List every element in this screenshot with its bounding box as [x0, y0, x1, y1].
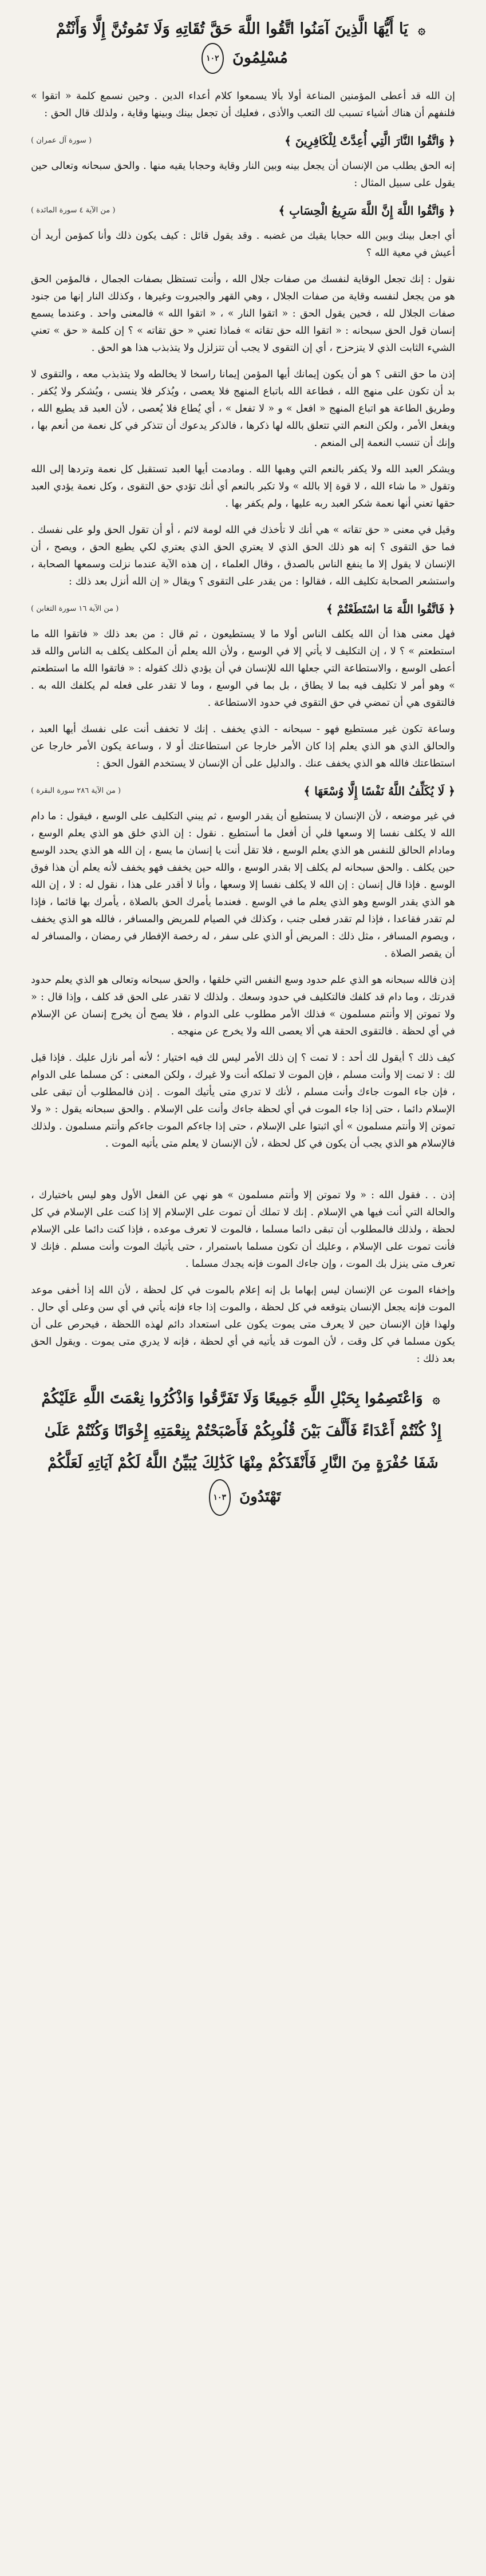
- paragraph: وإخفاء الموت عن الإنسان ليس إبهاما بل إنه إعلام بالموت في كل لحظة ، لأن الله إذا أخفى موعد الموت فإنه يجعل الإنسان يتوقعه في كل لحظة ، والموت إذا جاء فإنه يأتي في أي سن وعلى أي حال . ولهذا فإن الإنسان حين لا يعرف متى يموت يكون على استعداد دائم لهذه اللحظة ، فيحرص على أن يكون مسلما في كل وقت ، لأن الموت قد يأتيه في أي لحظة ، فإنه لا يدري متى يموت . ويقول الحق بعد ذلك :: [31, 1284, 455, 1365]
- surah-reference: ( من الآية ١٦ سورة التغابن ): [31, 605, 119, 613]
- quote-row: [31, 781, 455, 801]
- quote-row: [31, 201, 455, 220]
- paragraph: كيف ذلك ؟ أيقول لك أحد : لا تمت ؟ إن ذلك الأمر ليس لك فيه اختيار ؛ لأنه أمر نازل عليك . فإذا قيل لك : لا تمت إلا وأنت مسلم ، فإن الموت لا تملكه أنت ولا غيرك ، ولكن المعنى : كن مسلما على الدوام ، فإن جاء الموت جاءك وأنت مسلم ، لأنك لا تدري متى يأتيك الموت . إذن فالمطلوب أن تبقى على الإسلام دائما ، حتى إذا جاء الموت في أي لحظة جاءك وأنت على الإسلام . والحق سبحانه يقول : « ولا تموتن إلا وأنتم مسلمون » أي اثبتوا على الإسلام ، حتى إذا جاءكم الموت جاءكم وأنتم مسلمون . ولذلك فالإسلام هو الذي يجب أن يكون في كل لحظة ، لأن الإنسان لا يعلم متى يأتيه الموت .: [31, 1052, 455, 1149]
- paragraph: إن الله قد أعطى المؤمنين المناعة أولا بألا يسمعوا كلام أعداء الدين . وحين نسمع كلمة « اتقوا » فلنفهم أن هناك أشياء تسبب لك التعب والأذى ، فعليك أن تجعل بينك وبينها وقاية ، ولذلك قال الحق :: [31, 90, 455, 119]
- quranic-quote: ﴿ لَا يُكَلِّفُ اللَّهُ نَفْسًا إِلَّا وُسْعَهَا ﴾: [303, 784, 455, 798]
- verse-ornament-icon: ۞: [418, 22, 426, 37]
- paragraph: أي اجعل بينك وبين الله حجابا يقيك من غضبه . وقد يقول قائل : كيف يكون ذلك وأنا كمؤمن أريد أن أعيش في معية الله ؟: [31, 230, 455, 259]
- paragraph: إذن . . فقول الله : « ولا تموتن إلا وأنتم مسلمون » هو نهي عن الفعل الأول وهو ليس باختيارك ، والحالة التي أنت فيها هي الإسلام . إنك لا تملك أن تموت على الإسلام إلا إذا كنت على الإسلام في كل لحظة ، ولذلك فالمطلوب أن تبقى دائما مسلما ، فالموت لا تعرف موعده ، فإذا كنت دائما على الإسلام فأنت تموت على الإسلام ، وعليك أن تكون مسلما باستمرار ، حتى يأتيك الموت وأنت مسلم . فإنك لا تعرف متى ينزل بك الموت ، وإن جاءك الموت فإنه يجدك مسلما .: [31, 1189, 455, 1270]
- paragraph: ويشكر العبد الله ولا يكفر بالنعم التي وهبها الله . ومادمت أيها العبد تستقبل كل نعمة وتردها إلى الله وتقول « ما شاء الله ، لا قوة إلا بالله » ولا تكبر بالنعم أي أنك تؤدي حق التقوى ، وكل نعمة يؤدي العبد حقها تعني أنها نعمة شكر العبد ربه عليها ، ولم يكفر بها .: [31, 463, 455, 509]
- paragraph: في غير موضعه ، لأن الإنسان لا يستطيع أن يقدر الوسع ، ثم يبني التكليف على الوسع ، فيقول : ما دام الله لا يكلف نفسا إلا وسعها فلي أن أفعل ما أستطيع . نقول : إن الذي خلق هو الذي يعلم الوسع ، ومادام الحالق للنفس هو الذي يعلم الوسع ، فلا تقل أنت يا إنسان ما يسع ، إن الله هو الذي يحدد الوسع حين يكلف . والحق سبحانه لم يكلف إلا بقدر الوسع ، والله حين يخفف فهو يخفف لأنه يعلم أن هذا فوق الوسع . فإذا قال إنسان : إن الله لا يكلف نفسا إلا وسعها ، وأنا لا أقدر على هذا ، نقول له : لا ، إن الله هو الذي يقدر الوسع وهو الذي يعلم ما في الوسع . فعندما يأمرك الحق بالصلاة ، يأمرك بها قائما ، فإذا لم تقدر فقاعدا ، فإذا لم تقدر فعلى جنب ، وكذلك في الصيام للمريض والمسافر ، فالله هو الذي يخفف ، ويصوم المسافر ، مثل ذلك : المريض أو الذي على سفر ، له رخصة الإفطار في رمضان ، والمسافر له أن يقصر الصلاة .: [31, 810, 455, 959]
- verse-number-badge: ١٠٢: [201, 43, 224, 74]
- quranic-quote: ﴿ وَاتَّقُوا اللَّهَ إِنَّ اللَّهَ سَرِيعُ الْحِسَابِ ﴾: [278, 203, 455, 218]
- surah-reference: ( من الآية ٤ سورة المائدة ): [31, 206, 116, 215]
- quranic-quote: ﴿ وَاتَّقُوا النَّارَ الَّتِي أُعِدَّتْ لِلْكَافِرِينَ ﴾: [285, 133, 455, 148]
- verse-ornament-icon: ۞: [432, 1391, 440, 1406]
- verse-header-text: يَا أَيُّهَا الَّذِينَ آمَنُوا اتَّقُوا اللَّهَ حَقَّ تُقَاتِهِ وَلَا تَمُوتُنَّ إِلَّا وَأَنْتُمْ مُسْلِمُونَ: [56, 20, 408, 66]
- final-verse: [37, 1382, 449, 1516]
- paragraph: وقيل في معنى « حق تقاته » هي أنك لا تأخذك في الله لومة لائم ، أو أن تقول الحق ولو على نفسك . فما حق التقوى ؟ إنه هو ذلك الحق الذي لا يعتري الحق الذي يعتري لكي يطيع الحق ، ويصح ، أن الإنسان لا يقول إلا ما ينفع الناس بالصدق ، وقال العلماء ، إن هذه الآية عندما نزلت وسمعها الصحابة ، واستشعر الصحابة تكليف الله ، فقالوا : من يقدر على التقوى ؟ ويقال « إن الله أنزل بعد ذلك :: [31, 524, 455, 587]
- final-verse-text: وَاعْتَصِمُوا بِحَبْلِ اللَّهِ جَمِيعًا وَلَا تَفَرَّقُوا وَاذْكُرُوا نِعْمَتَ اللَّهِ عَلَيْكُمْ إِذْ كُنْتُمْ أَعْدَاءً فَأَلَّفَ بَيْنَ قُلُوبِكُمْ فَأَصْبَحْتُمْ بِنِعْمَتِهِ إِخْوَانًا وَكُنْتُمْ عَلَىٰ شَفَا حُفْرَةٍ مِنَ النَّارِ فَأَنْقَذَكُمْ مِنْهَا كَذَٰلِكَ يُبَيِّنُ اللَّهُ لَكُمْ آيَاتِهِ لَعَلَّكُمْ تَهْتَدُونَ: [41, 1389, 442, 1506]
- quote-row: [31, 131, 455, 151]
- quranic-quote: ﴿ فَاتَّقُوا اللَّهَ مَا اسْتَطَعْتُمْ ﴾: [326, 602, 455, 616]
- surah-reference: ( سورة آل عمران ): [31, 136, 92, 145]
- paragraph: نقول : إنك تجعل الوقاية لنفسك من صفات جلال الله ، وأنت تستظل بصفات الجمال ، فالمؤمن الحق هو من يجعل لنفسه وقاية من صفات الجلال ، وهي القهر والجبروت وغيرها ، وكذلك النار إنها من جنود صفات الجلال لله ، فحين يقول الحق : « اتقوا النار » ، « اتقوا الله » فالمعنى واحد . وعندما يسمع إنسان قول الحق سبحانه : « اتقوا الله حق تقاته » فماذا تعني « حق تقاته » ؟ إن كلمة « حق » تعني الشيء الثابت الذي لا يتزحزح ، أي إن التقوى لا يجب أن تتزلزل ولا يتذبذب هذا هو الحق .: [31, 273, 455, 354]
- paragraph: إذن ما حق التقى ؟ هو أن يكون إيمانك أيها المؤمن إيمانا راسخا لا يخالطه ولا يتذبذب معه ، والتقوى لا بد أن تكون على منهج الله ، فطاعة الله باتباع المنهج فلا يعصى ، ويُذكر فلا ينسى ، ويُشكر ولا يُكفر . وطريق الطاعة هو اتباع المنهج « افعل » و « لا تفعل » ، أي يُطاع فلا يُعصى ، لأن العبد قد يطيع الله ، ويفعل الأمر ، ولكن النعم التي تتعلق بالله لها ذكرها ، فالذكر يدعوك أن تتذكر في كل نعمة من أنعم بها ، وإنك أن تنسب النعمة إلى المنعم .: [31, 368, 455, 449]
- paragraph: إنه الحق يطلب من الإنسان أن يجعل بينه وبين النار وقاية وحجابا يقيه منها . والحق سبحانه وتعالى حين يقول على سبيل المثال :: [31, 160, 455, 189]
- verse-number-badge: ١٠٣: [209, 1479, 231, 1516]
- paragraph: فهل معنى هذا أن الله يكلف الناس أولا ما لا يستطيعون ، ثم قال : من بعد ذلك « فاتقوا الله ما استطعتم » ؟ لا ، إن التكليف لا يأتي إلا في الوسع ، ولأن الله يعلم أن المكلف يكلف به الناس والله قد أعطى الوسع ، والاستطاعة التي جعلها الله للإنسان في أن يؤدي ذلك كقوله : « فاتقوا الله ما استطعتم » وهو أمر لا تكليف فيه بما لا يطاق ، بل بما في الوسع ، وما لا تقدر على فعله لم يكلفك الله به . فالتقوى هي أن تمضي في حق التقوى في حدود الاستطاعة .: [31, 628, 455, 709]
- verse-header: [31, 10, 455, 80]
- section-separator: [31, 1161, 455, 1187]
- paragraph: وساعة تكون غير مستطيع فهو - سبحانه - الذي يخفف . إنك لا تخفف أنت على نفسك أيها العبد ، والحالق الذي هو الذي يعلم إذا كان الأمر خارجا عن استطاعتك أو لا ، وساعة يكون الأمر خارجا عن استطاعتك فالله هو الذي يخفف عنك . والدليل على أن الإنسان لا يستخدم القول الحق :: [31, 723, 455, 769]
- paragraph: إذن فالله سبحانه هو الذي علم حدود وسع النفس التي خلقها ، والحق سبحانه وتعالى هو الذي يعلم حدود قدرتك ، وما دام قد كلفك فالتكليف في حدود وسعك . ولذلك لا تقدر على الحق قد كلف ، وإذا قال : « ولا تموتن إلا وأنتم مسلمون » فذلك الأمر مطلوب على الدوام ، فلا يصح أن يخرج إنسان عن الإسلام في أي لحظة . فالتقوى الحقة هي ألا يعصى الله ولا يخرج عن منهجه .: [31, 974, 455, 1037]
- surah-reference: ( من الآية ٢٨٦ سورة البقرة ): [31, 787, 121, 795]
- quote-row: [31, 599, 455, 619]
